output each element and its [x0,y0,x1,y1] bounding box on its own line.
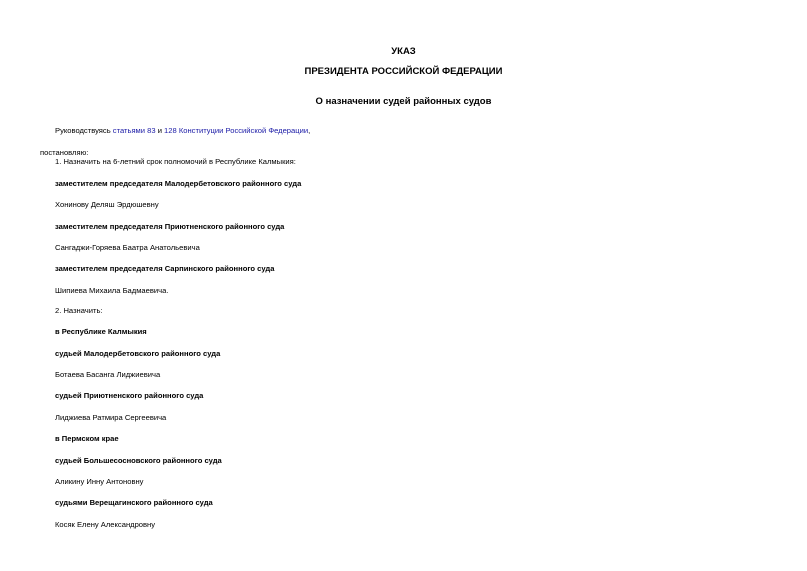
paragraph-2-intro: 2. Назначить: [55,306,103,315]
region-heading: в Республике Калмыкия [55,327,147,336]
link-article-83[interactable]: статьями 83 [112,126,156,135]
region-heading: в Пермском крае [55,434,119,443]
person-name: Лиджиева Ратмира Сергеевича [55,413,167,422]
position-line: судьей Большесосновского районного суда [55,456,222,465]
position-line: заместителем председателя Сарпинского районного суда [55,264,275,273]
person-name: Сангаджи-Горяева Баатра Анатольевича [55,243,200,252]
person-name: Шипиева Михаила Бадмаевича. [55,286,169,295]
preamble-suffix: , [308,126,311,135]
person-name: Косяк Елену Александровну [55,520,156,529]
person-name: Аликину Инну Антоновну [55,477,144,486]
document-title: УКАЗ [391,46,416,57]
document-subtitle: ПРЕЗИДЕНТА РОССИЙСКОЙ ФЕДЕРАЦИИ [304,66,503,77]
person-name: Ботаева Басанга Лиджиевича [55,370,161,379]
decree-word: постановляю: [40,148,89,157]
document-heading: О назначении судей районных судов [315,96,492,107]
preamble-prefix: Руководствуясь [55,126,113,135]
paragraph-1-intro: 1. Назначить на 6-летний срок полномочий в Республике Калмыкия: [55,157,296,166]
position-line: заместителем председателя Малодербетовского районного суда [55,179,302,188]
position-line: судьей Малодербетовского районного суда [55,349,221,358]
position-line: заместителем председателя Приютненского районного суда [55,222,285,231]
position-line: судьями Верещагинского районного суда [55,498,213,507]
link-constitution[interactable]: Конституции Российской Федерации [178,126,309,135]
link-article-128[interactable]: 128 [164,126,177,135]
person-name: Хонинову Деляш Эрдюшевну [55,200,159,209]
preamble-and: и [155,126,165,135]
preamble [55,126,310,136]
position-line: судьей Приютненского районного суда [55,391,204,400]
